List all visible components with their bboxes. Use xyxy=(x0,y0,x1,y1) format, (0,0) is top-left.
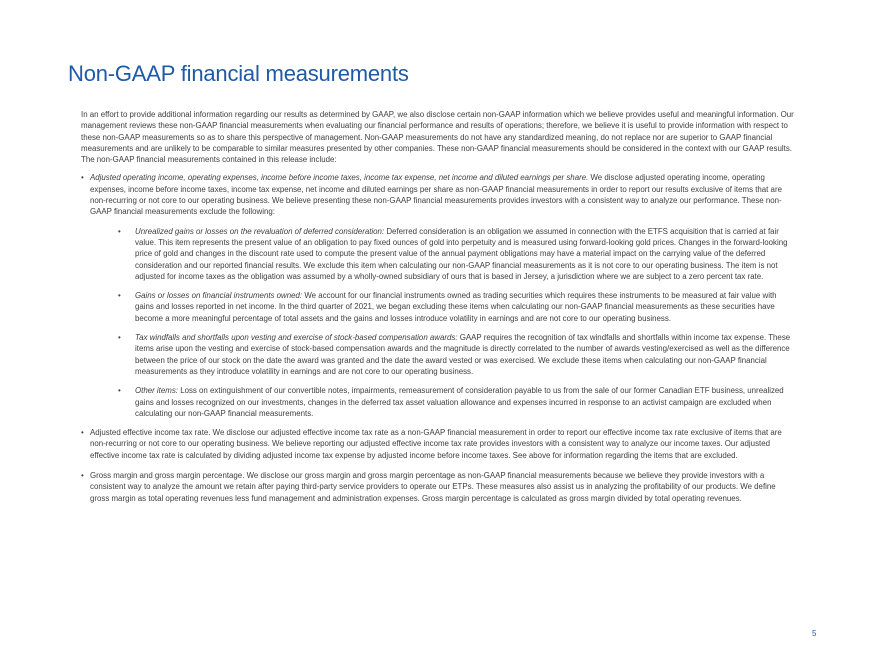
subitem-paragraph xyxy=(135,290,797,324)
bullet-marker: • xyxy=(118,386,121,396)
bullet-marker: • xyxy=(81,173,84,183)
subitem-lead: Other items: xyxy=(135,386,178,396)
bullet-text: We disclose adjusted operating income, operating expenses, income before income taxes, income tax expense, net income and diluted earnings per share as non-GAAP financial measurements in order to report our results exclusive of items that are non-recurring or not core to our operating business. We believe presenting these non-GAAP financial measurements provides investors with a consistent way to analyze our performance. These non-GAAP financial measurements exclude the following: xyxy=(90,173,782,217)
subitem-paragraph xyxy=(135,332,797,377)
content-body xyxy=(81,109,797,504)
page-title: Non-GAAP financial measurements xyxy=(68,61,409,86)
subitem-paragraph xyxy=(135,226,797,282)
intro-paragraph: In an effort to provide additional information regarding our results as determined by GAAP, we also disclose certain non-GAAP information which we believe provides useful and meaningful information. Our management reviews these non-GAAP financial measurements when evaluating our financial performance and results of operations; therefore, we believe it is useful to provide information with respect to these non-GAAP measurements so as to share this perspective of management. Non-GAAP measurements do not have any standardized meaning, do not replace nor are superior to GAAP financial measurements and are unlikely to be comparable to similar measures presented by other companies. These non-GAAP financial measurements should be considered in the context with our GAAP results. The non-GAAP financial measurements contained in this release include: xyxy=(81,110,794,165)
subitem-other-items xyxy=(90,385,797,419)
subitem-lead: Gains or losses on financial instruments owned: xyxy=(135,291,303,301)
subitem-lead: Unrealized gains or losses on the revaluation of deferred consideration: xyxy=(135,226,385,236)
subitem-financial-instruments xyxy=(90,290,797,324)
bullet-marker: • xyxy=(118,226,121,236)
subitem-text: Deferred consideration is an obligation we assumed in connection with the ETFS acquisition that is carried at fair value. This item represents the present value of an obligation to pay fixed ounces of gold into perpetuity and is measured using forward-looking gold prices. Changes in the forward-looking price of gold and changes in the discount rate used to compute the present value of the annual payment obligations may have a material impact on the carrying value of the deferred consideration and our reported financial results. We exclude this item when calculating our non-GAAP financial measurements as it is not core to our operating business. The item is not adjusted for income taxes as the obligation was assumed by a wholly-owned subsidiary of ours that is based in Jersey, a jurisdiction where we are subject to a zero percent tax rate. xyxy=(135,226,788,281)
bullet-paragraph: Gross margin and gross margin percentage. We disclose our gross margin and gross margin percentage as non-GAAP financial measurements because we believe they provide investors with a consistent way to analyze the amount we retain after paying third-party service providers to operate our ETPs. These measures also assist us in analyzing the profitability of our products. We define gross margin as total operating revenues less fund management and administration expenses. Gross margin percentage is calculated as gross margin divided by total operating revenues. xyxy=(90,471,776,503)
bullet-marker: • xyxy=(118,333,121,343)
subitem-paragraph xyxy=(135,385,797,419)
bullet-adjusted-effective-tax-rate xyxy=(81,427,797,461)
subitem-deferred-consideration xyxy=(90,226,797,282)
bullet-adjusted-operating-income xyxy=(81,172,797,419)
subitem-text: GAAP requires the recognition of tax windfalls and shortfalls within income tax expense. These items arise upon the vesting and exercise of stock-based compensation awards and the magnitude is directly correlated to the number of awards vesting/exercised as well as the difference between the price of our stock on the date the award was granted and the date the award vested or was exercised. We exclude these items when calculating our non-GAAP financial measurements as they introduce volatility in earnings and are not core to our operating business. xyxy=(135,333,791,376)
page-number: 5 xyxy=(812,629,817,638)
bullet-paragraph xyxy=(90,172,797,217)
bullet-gross-margin xyxy=(81,470,797,504)
subitem-lead: Tax windfalls and shortfalls upon vesting and exercise of stock-based compensation awards: xyxy=(135,333,458,343)
bullet-lead: Adjusted operating income, operating expenses, income before income taxes, income tax expense, net income and diluted earnings per share. xyxy=(90,173,589,183)
bullet-paragraph: Adjusted effective income tax rate. We disclose our adjusted effective income tax rate as a non-GAAP financial measurement in order to report our effective income tax rate exclusive of items that are non-recurring or not core to our operating business. We believe reporting our adjusted effective income tax rate provides investors with a consistent way to analyze our income taxes. Our adjusted effective income tax rate is calculated by dividing adjusted income tax expense by adjusted income before income taxes. See above for information regarding the items that are excluded. xyxy=(90,428,782,460)
subitem-tax-windfalls xyxy=(90,332,797,377)
subitem-text: We account for our financial instruments owned as trading securities which requires these instruments to be measured at fair value with gains and losses reported in net income. In the third quarter of 2021, we began excluding these items when calculating our non-GAAP financial measurements as these securities have become a more meaningful percentage of total assets and the gains and losses introduce volatility in earnings and are not core to our operating business. xyxy=(135,291,777,323)
bullet-marker: • xyxy=(81,471,84,481)
subitem-text: Loss on extinguishment of our convertible notes, impairments, remeasurement of consideration payable to us from the sale of our former Canadian ETF business, unrealized gains and losses recognized on our investments, changes in the deferred tax asset valuation allowance and expenses incurred in response to an activist campaign are excluded when calculating our non-GAAP financial measurements. xyxy=(135,386,784,418)
bullet-marker: • xyxy=(118,291,121,301)
bullet-marker: • xyxy=(81,428,84,438)
